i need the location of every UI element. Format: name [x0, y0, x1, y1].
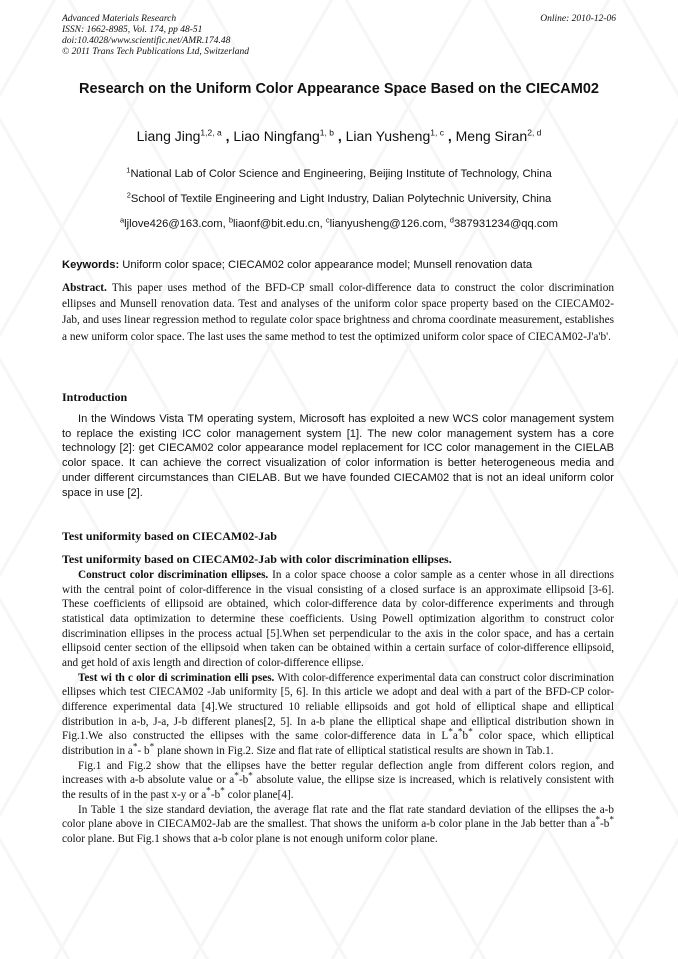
doi-link[interactable]: doi:10.4028/www.scientific.net/AMR.174.48 [62, 36, 231, 46]
author-name: Liang Jing [136, 128, 201, 144]
subsection-heading: Test uniformity based on CIECAM02-Jab with color discrimination ellipses. [62, 552, 452, 566]
online-date: Online: 2010-12-06 [540, 14, 616, 24]
paragraph: Fig.1 and Fig.2 show that the ellipses have the better regular deflection angle from different colors region, and increases with a-b absolute value or a*-b* absolute value, the ellipse size is increased, which is relatively consistent with the results of in the past x-y or a*-b* color plane[4]. [62, 759, 614, 801]
copyright: © 2011 Trans Tech Publications Ltd, Switzerland [62, 47, 249, 57]
paragraph: Test wi th c olor di scrimination elli pses. With color-difference experimental data can construct color discrimination ellipses which test CIECAM02 -Jab uniformity [5, 6]. In this article we adopt and deal with a part of the BFD-CP color-difference experimental data [4].We structured 10 reliable ellipsoids and got hold of elliptical shape and elliptical distribution in a-b, J-a, J-b different planes[2, 5]. In a-b plane the elliptical shape and elliptical distribution shown in Fig.1.We also constructed the ellipses with the same color-difference data in L*a*b* color space, which elliptical distribution in a*- b* plane shown in Fig.2. Size and flat rate of elliptical statistical results are shown in Tab.1. [62, 671, 615, 757]
author-name: Meng Siran [455, 128, 528, 144]
paper-title: Research on the Uniform Color Appearance Space Based on the CIECAM02 [79, 81, 599, 97]
section-body [62, 568, 614, 846]
author-sup: 2, d [527, 127, 542, 138]
email-list: $^a$ljlove426@163.com, $^b$liaonf@bit.edu.cn, $^c$lianyusheng@126.com, $^d$387931234@qq.com [119, 215, 558, 230]
keywords-text: Uniform color space; CIECAM02 color appearance model; Munsell renovation data [119, 259, 533, 271]
author-name: Liao Ningfang [233, 128, 320, 144]
author-list: Liang Jing$^{1,2, a}$ , Liao Ningfang$^{1, b}$ , Lian Yusheng$^{1, c}$ , Meng Siran$^{2, d}$ [136, 127, 542, 144]
email-link[interactable]: liaonf@bit.edu.cn, [232, 218, 326, 230]
journal-header [62, 14, 616, 58]
issn: ISSN: 1662-8985, Vol. 174, pp 48-51 [62, 25, 203, 35]
author-sup: 1, b [319, 127, 334, 138]
paragraph: Construct color discrimination ellipses. In a color space choose a color sample as a center whose in all directions with the central point of color-difference in the visual consisting of a closed surface is an approximate ellipsoid [3-6]. These coefficients of ellipsoid are obtained, which color-difference data by color-difference experiments and through statistical data optimization to determine these coefficients. Using Powell optimization algorithm to construct color discrimination ellipses in the process actual [5].When set perpendicular to the axis in the color space, and has a certain ellipsoid center section of the ellipsoid when taken can be obtained within a certain surface of color-difference ellipsoid, and get hold of axis length and direction of color-difference ellipse. [62, 569, 614, 669]
email-link[interactable]: lianyusheng@126.com, [329, 218, 450, 230]
email-link[interactable]: ljlove426@163.com, [124, 218, 229, 230]
section-heading: Test uniformity based on CIECAM02-Jab [62, 529, 277, 543]
keywords [62, 259, 616, 271]
introduction-body [62, 412, 614, 500]
run-in-heading: Construct color discrimination ellipses. [78, 569, 269, 581]
abstract-label: Abstract. [62, 282, 107, 294]
journal-name: Advanced Materials Research [62, 14, 177, 24]
abstract [62, 280, 614, 345]
keywords-label: Keywords: [62, 259, 120, 271]
author-name: Lian Yusheng [345, 128, 431, 144]
author-sup: 1,2, a [200, 127, 222, 138]
abstract-text: This paper uses method of the BFD-CP small color-difference data to construct the color discrimination ellipses and Munsell renovation data. Test and analyses of the uniform color space property based on the CIECAM02-Jab, and uses linear regression method to regulate color space brightness and chroma coordinate measurement, establishes a new uniform color space. The last uses the same method to test the optimized uniform color space of CIECAM02-J'a'b'. [62, 282, 614, 343]
affiliation-2: $^2$School of Textile Engineering and Light Industry, Dalian Polytechnic University, China [126, 190, 552, 205]
section-heading-introduction: Introduction [62, 390, 128, 404]
paragraph: In the Windows Vista TM operating system, Microsoft has exploited a new WCS color management system to replace the existing ICC color management system [1]. The new color management system has a core technology [2]: get CIECAM02 color appearance model replacement for ICC color management in the CIELAB color space. It can achieve the correct visualization of color information is better heterogeneous media and under different circumstances than CIELAB. But we have founded CIECAM02 that is not an ideal uniform color space in use [2]. [62, 413, 614, 499]
affiliation-1: $^1$National Lab of Color Science and Engineering, Beijing Institute of Technology, China [126, 165, 552, 180]
author-sup: 1, c [430, 127, 444, 138]
email-link[interactable]: 387931234@qq.com [453, 218, 558, 230]
run-in-heading: Test wi th c olor di scrimination elli pses. [78, 671, 275, 684]
paragraph: In Table 1 the size standard deviation, the average flat rate and the flat rate standard deviation of the ellipses the a-b color plane above in CIECAM02-Jab are the smallest. That shows the uniform a-b color plane in the Jab better than a*-b* color plane. But Fig.1 shows that a-b color plane is not enough uniform color plane. [62, 803, 614, 845]
